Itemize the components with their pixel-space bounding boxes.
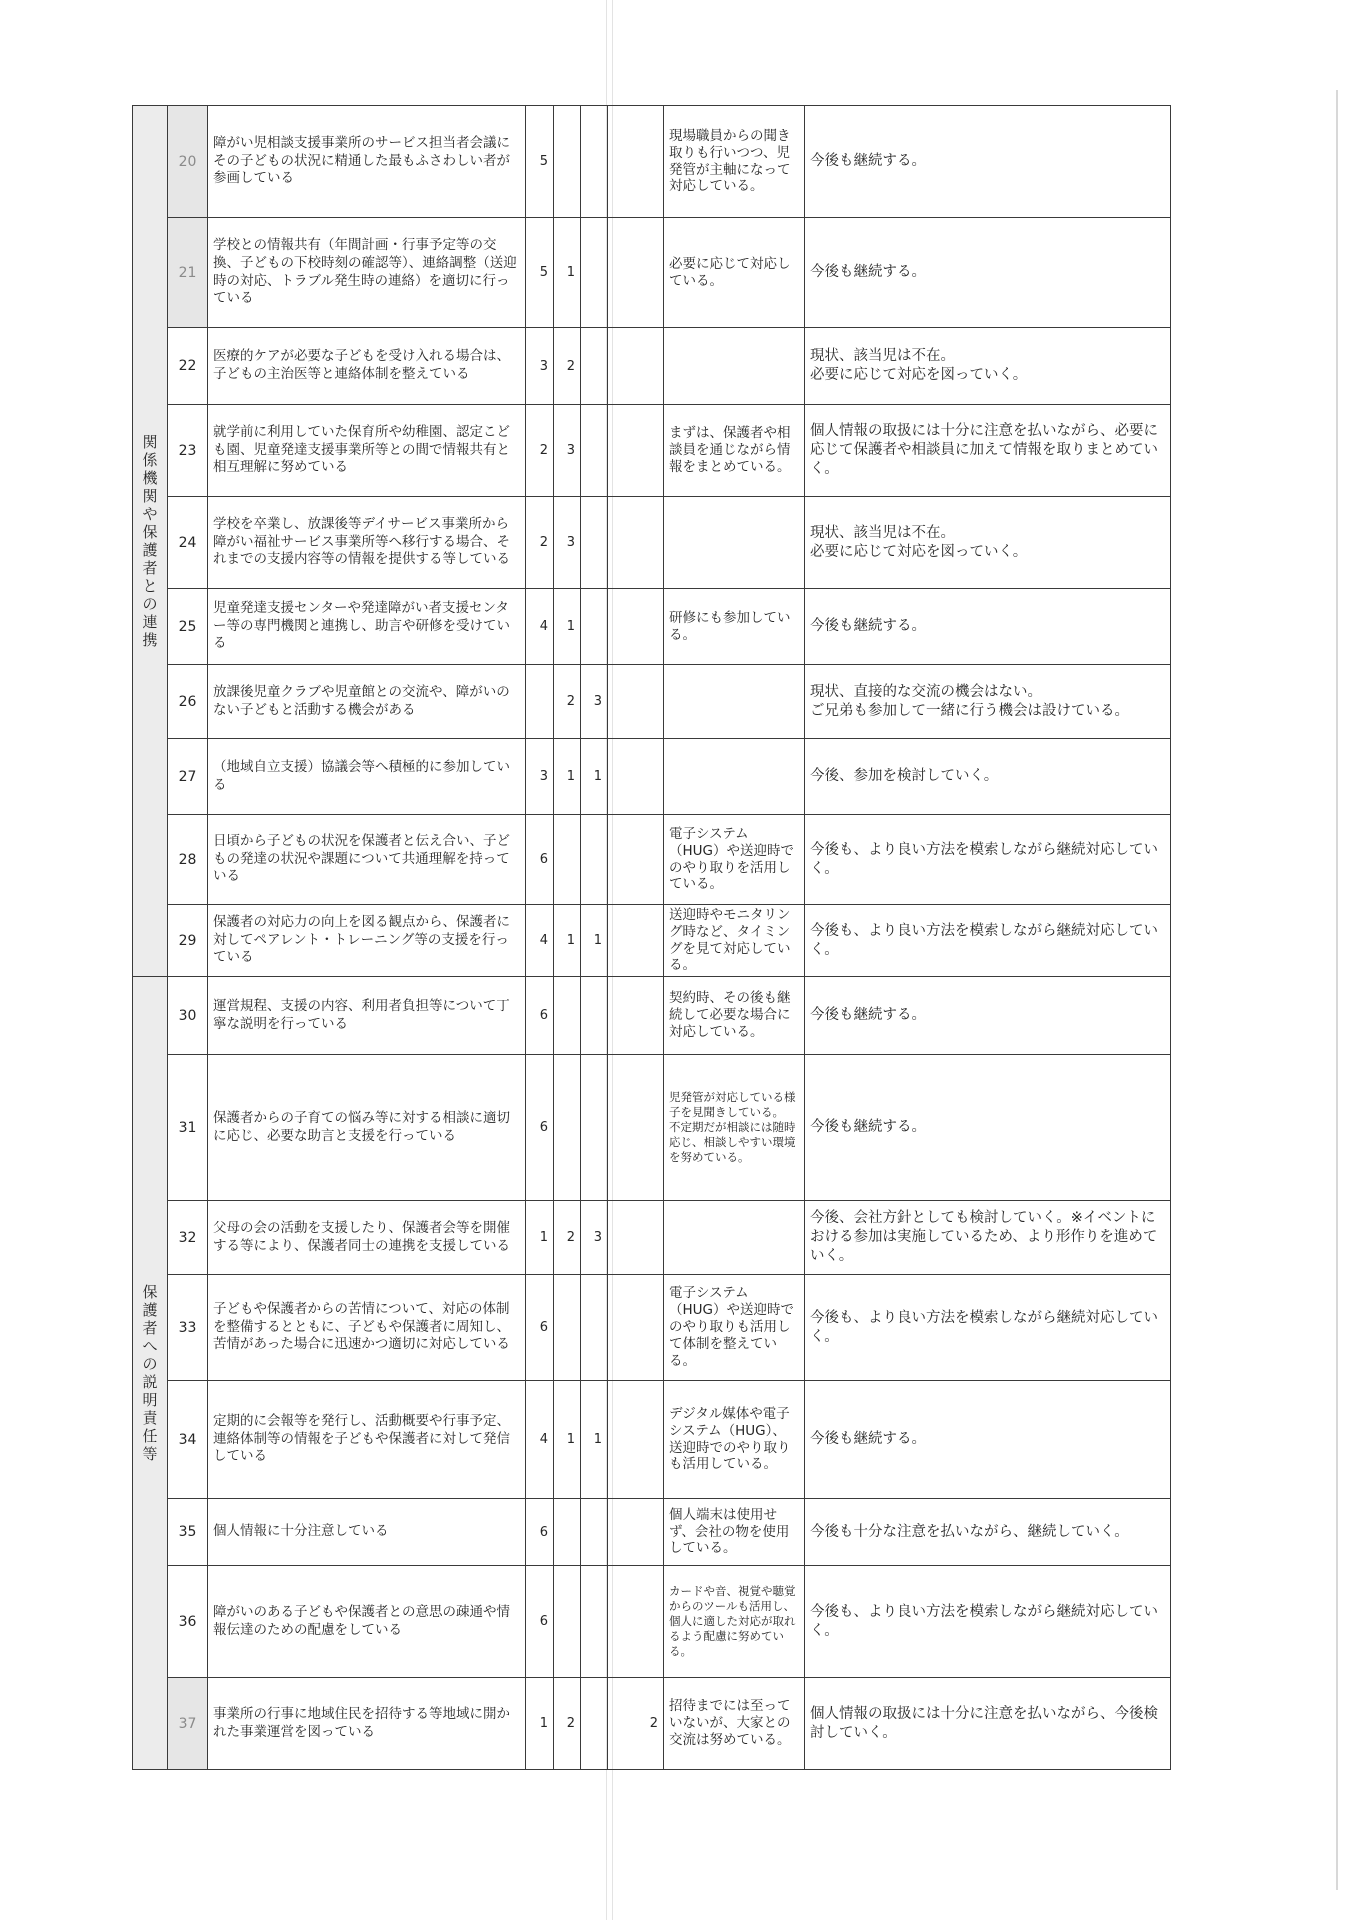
item-number: 35 [168,1499,208,1566]
count-no [581,106,608,218]
improvement-plan: 今後も、より良い方法を模索しながら継続対応していく。 [805,1275,1171,1381]
item-number: 26 [168,665,208,739]
implementation-note: 個人端末は使用せず、会社の物を使用している。 [664,1499,805,1566]
item-number: 28 [168,815,208,905]
item-text: 父母の会の活動を支援したり、保護者会等を開催する等により、保護者同士の連携を支援している [208,1201,526,1275]
implementation-note: デジタル媒体や電子システム（HUG）、送迎時でのやり取りも活用している。 [664,1381,805,1499]
item-number: 36 [168,1566,208,1678]
item-text: 就学前に利用していた保育所や幼稚園、認定こども園、児童発達支援事業所等との間で情報共有と相互理解に努めている [208,405,526,497]
improvement-plan: 今後、会社方針としても検討していく。※イベントにおける参加は実施しているため、より形作りを進めていく。 [805,1201,1171,1275]
improvement-plan: 今後も継続する。 [805,977,1171,1055]
count-neutral: 2 [554,665,581,739]
implementation-note: 研修にも参加している。 [664,589,805,665]
count-no [581,1275,608,1381]
count-yes: 6 [526,1499,554,1566]
item-text: 子どもや保護者からの苦情について、対応の体制を整備するとともに、子どもや保護者に周知し、苦情があった場合に迅速かつ適切に対応している [208,1275,526,1381]
table-row [133,1055,1171,1201]
improvement-plan: 今後も、より良い方法を模索しながら継続対応していく。 [805,815,1171,905]
count-no [581,815,608,905]
improvement-plan: 個人情報の取扱には十分に注意を払いながら、必要に応じて保護者や相談員に加えて情報を取りまとめていく。 [805,405,1171,497]
count-no: 1 [581,739,608,815]
count-unknown [608,739,664,815]
implementation-note [664,1201,805,1275]
item-number: 30 [168,977,208,1055]
implementation-note: 電子システム（HUG）や送迎時でのやり取りも活用して体制を整えている。 [664,1275,805,1381]
improvement-plan: 今後、参加を検討していく。 [805,739,1171,815]
count-yes: 2 [526,405,554,497]
item-text: 障がいのある子どもや保護者との意思の疎通や情報伝達のための配慮をしている [208,1566,526,1678]
item-number: 37 [168,1678,208,1770]
implementation-note: 電子システム（HUG）や送迎時でのやり取りを活用している。 [664,815,805,905]
count-no [581,497,608,589]
count-neutral: 1 [554,739,581,815]
table-row [133,589,1171,665]
improvement-plan: 今後も継続する。 [805,106,1171,218]
implementation-note: カードや音、視覚や聴覚からのツールも活用し、個人に適した対応が取れるよう配慮に努めている。 [664,1566,805,1678]
count-neutral [554,977,581,1055]
implementation-note [664,328,805,405]
table-row [133,405,1171,497]
implementation-note [664,497,805,589]
count-unknown [608,1055,664,1201]
count-neutral [554,1055,581,1201]
count-neutral: 1 [554,1381,581,1499]
implementation-note: 必要に応じて対応している。 [664,218,805,328]
count-neutral [554,1499,581,1566]
count-no [581,1678,608,1770]
item-number: 24 [168,497,208,589]
item-text: 障がい児相談支援事業所のサービス担当者会議にその子どもの状況に精通した最もふさわしい者が参画している [208,106,526,218]
table-row [133,665,1171,739]
count-unknown: 2 [608,1678,664,1770]
item-text: 放課後児童クラブや児童館との交流や、障がいのない子どもと活動する機会がある [208,665,526,739]
count-unknown [608,815,664,905]
table-row [133,1381,1171,1499]
count-unknown [608,589,664,665]
count-no [581,1566,608,1678]
count-yes: 5 [526,106,554,218]
implementation-note: 契約時、その後も継続して必要な場合に対応している。 [664,977,805,1055]
improvement-plan: 今後も継続する。 [805,1381,1171,1499]
improvement-plan: 今後も継続する。 [805,1055,1171,1201]
item-text: 学校を卒業し、放課後等デイサービス事業所から障がい福祉サービス事業所等へ移行する場合、それまでの支援内容等の情報を提供する等している [208,497,526,589]
item-text: （地域自立支援）協議会等へ積極的に参加している [208,739,526,815]
count-no [581,218,608,328]
item-number: 32 [168,1201,208,1275]
item-text: 学校との情報共有（年間計画・行事予定等の交換、子どもの下校時刻の確認等）、連絡調整（送迎時の対応、トラブル発生時の連絡）を適切に行っている [208,218,526,328]
table-row [133,1678,1171,1770]
count-neutral: 3 [554,405,581,497]
table-row [133,1275,1171,1381]
count-no [581,1055,608,1201]
item-number: 29 [168,905,208,977]
count-yes: 3 [526,739,554,815]
item-text: 日頃から子どもの状況を保護者と伝え合い、子どもの発達の状況や課題について共通理解を持っている [208,815,526,905]
item-text: 定期的に会報等を発行し、活動概要や行事予定、連絡体制等の情報を子どもや保護者に対して発信している [208,1381,526,1499]
count-unknown [608,405,664,497]
table-row [133,1499,1171,1566]
count-yes [526,665,554,739]
count-neutral: 1 [554,905,581,977]
table-row [133,905,1171,977]
count-unknown [608,497,664,589]
count-no [581,405,608,497]
item-text: 運営規程、支援の内容、利用者負担等について丁寧な説明を行っている [208,977,526,1055]
item-text: 保護者の対応力の向上を図る観点から、保護者に対してペアレント・トレーニング等の支援を行っている [208,905,526,977]
implementation-note [664,739,805,815]
count-neutral [554,1275,581,1381]
item-text: 医療的ケアが必要な子どもを受け入れる場合は、子どもの主治医等と連絡体制を整えている [208,328,526,405]
count-neutral [554,1566,581,1678]
table-row [133,1566,1171,1678]
count-neutral: 3 [554,497,581,589]
section-label-coordination: 関係機関や保護者との連携 [133,106,168,977]
count-yes: 6 [526,1275,554,1381]
count-yes: 6 [526,1055,554,1201]
table-row [133,328,1171,405]
table-row [133,497,1171,589]
count-no [581,328,608,405]
count-unknown [608,1499,664,1566]
implementation-note: 児発管が対応している様子を見聞きしている。 不定期だが相談には随時応じ、相談しやすい環境を努めている。 [664,1055,805,1201]
table-row [133,106,1171,218]
count-no [581,1499,608,1566]
count-unknown [608,1381,664,1499]
item-number: 22 [168,328,208,405]
implementation-note: 現場職員からの聞き取りも行いつつ、児発管が主軸になって対応している。 [664,106,805,218]
count-unknown [608,218,664,328]
item-number: 34 [168,1381,208,1499]
count-unknown [608,1201,664,1275]
improvement-plan: 個人情報の取扱には十分に注意を払いながら、今後検討していく。 [805,1678,1171,1770]
count-no: 3 [581,665,608,739]
count-yes: 6 [526,815,554,905]
item-number: 33 [168,1275,208,1381]
count-neutral: 2 [554,1678,581,1770]
table-row [133,815,1171,905]
count-neutral: 1 [554,589,581,665]
count-no [581,589,608,665]
improvement-plan: 現状、該当児は不在。 必要に応じて対応を図っていく。 [805,328,1171,405]
count-yes: 2 [526,497,554,589]
count-unknown [608,977,664,1055]
count-yes: 3 [526,328,554,405]
section-label-accountability: 保護者への説明責任等 [133,977,168,1770]
improvement-plan: 現状、該当児は不在。 必要に応じて対応を図っていく。 [805,497,1171,589]
count-neutral: 2 [554,328,581,405]
count-yes: 6 [526,977,554,1055]
implementation-note [664,665,805,739]
item-number: 31 [168,1055,208,1201]
table-row [133,739,1171,815]
count-unknown [608,905,664,977]
count-neutral [554,815,581,905]
table-row [133,218,1171,328]
count-yes: 1 [526,1678,554,1770]
implementation-note: 送迎時やモニタリング時など、タイミングを見て対応している。 [664,905,805,977]
table-row [133,1201,1171,1275]
item-text: 保護者からの子育ての悩み等に対する相談に適切に応じ、必要な助言と支援を行っている [208,1055,526,1201]
table-row [133,977,1171,1055]
item-number: 20 [168,106,208,218]
item-number: 27 [168,739,208,815]
count-neutral: 2 [554,1201,581,1275]
item-text: 事業所の行事に地域住民を招待する等地域に開かれた事業運営を図っている [208,1678,526,1770]
item-text: 個人情報に十分注意している [208,1499,526,1566]
improvement-plan: 今後も、より良い方法を模索しながら継続対応していく。 [805,1566,1171,1678]
evaluation-table [132,105,1171,1770]
count-unknown [608,328,664,405]
count-unknown [608,1275,664,1381]
item-number: 23 [168,405,208,497]
improvement-plan: 現状、直接的な交流の機会はない。 ご兄弟も参加して一緒に行う機会は設けている。 [805,665,1171,739]
count-yes: 4 [526,589,554,665]
item-number: 25 [168,589,208,665]
item-number: 21 [168,218,208,328]
implementation-note: まずは、保護者や相談員を通じながら情報をまとめている。 [664,405,805,497]
improvement-plan: 今後も十分な注意を払いながら、継続していく。 [805,1499,1171,1566]
count-no: 3 [581,1201,608,1275]
count-unknown [608,106,664,218]
count-no [581,977,608,1055]
count-yes: 6 [526,1566,554,1678]
count-yes: 4 [526,1381,554,1499]
count-no: 1 [581,1381,608,1499]
count-no: 1 [581,905,608,977]
improvement-plan: 今後も継続する。 [805,218,1171,328]
scan-edge [1336,90,1338,1890]
count-neutral: 1 [554,218,581,328]
count-unknown [608,1566,664,1678]
implementation-note: 招待までには至っていないが、大家との交流は努めている。 [664,1678,805,1770]
count-yes: 1 [526,1201,554,1275]
improvement-plan: 今後も、より良い方法を模索しながら継続対応していく。 [805,905,1171,977]
count-yes: 5 [526,218,554,328]
improvement-plan: 今後も継続する。 [805,589,1171,665]
count-yes: 4 [526,905,554,977]
count-neutral [554,106,581,218]
count-unknown [608,665,664,739]
item-text: 児童発達支援センターや発達障がい者支援センター等の専門機関と連携し、助言や研修を受けている [208,589,526,665]
